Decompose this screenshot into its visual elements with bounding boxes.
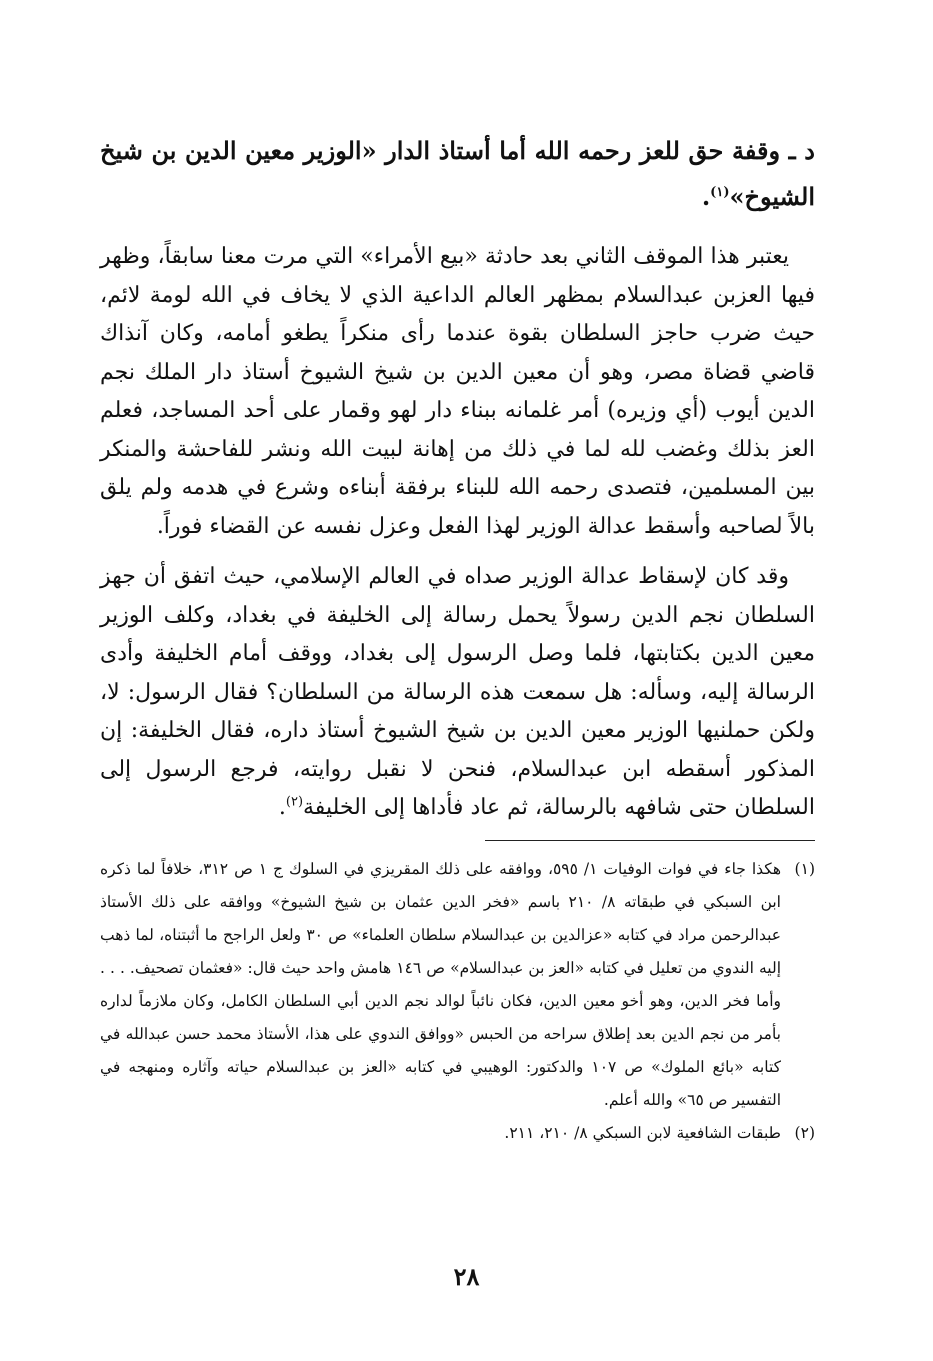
footnote-number: (٢) [794, 1123, 815, 1142]
footnote-1 [100, 853, 815, 1117]
paragraph-text: يعتبر هذا الموقف الثاني بعد حادثة «بيع الأمراء» التي مرت معنا سابقاً، وظهر فيها العزبن عبدالسلام بمظهر العالم الداعية الذي لا يخاف في الله لومة لائم، حيث ضرب حاجز السلطان بقوة عندما رأى منكراً يطغو أمامه، وكان آنذاك قاضي قضاة مصر، وهو أن معين الدين بن شيخ الشيوخ أستاذ دار الملك نجم الدين أيوب (أي وزيره) أمر غلمانه ببناء دار لهو وقمار على أحد المساجد، فعلم العز بذلك وغضب لله لما في ذلك من إهانة لبيت الله ونشر للفاحشة والمنكر بين المسلمين، فتصدى رحمه الله للبناء برفقة أبناءه وشرع في هدمه ولم يلق بالاً لصاحبه وأسقط عدالة الوزير لهذا الفعل وعزل نفسه عن القضاء فوراً. [100, 244, 816, 539]
page-number: ٢٨ [453, 1262, 480, 1291]
footnote-ref-2: (٢) [285, 794, 304, 810]
footnotes [100, 853, 815, 1150]
paragraph-text: وقد كان لإسقاط عدالة الوزير صداه في العالم الإسلامي، حيث اتفق أن جهز السلطان نجم الدين رسولاً يحمل رسالة إلى الخليفة في بغداد، وكلف الوزير معين الدين بكتابتها، فلما وصل الرسول إلى بغداد، ووقف أمام الخليفة وأدى الرسالة إليه، وسأله: هل سمعت هذه الرسالة من السلطان؟ فقال الرسول: لا، ولكن حملنيها الوزير معين الدين بن شيخ الشيوخ أستاذ داره، فقال الخليفة: إن المذكور أسقطه ابن عبدالسلام، فنحن لا نقبل روايته، فرجع الرسول إلى السلطان حتى شافهه بالرسالة، ثم عاد فأداها إلى الخليفة [100, 564, 815, 820]
footnote-text: طبقات الشافعية لابن السبكي ٨/ ٢١٠، ٢١١. [504, 1123, 781, 1142]
heading-end-punctuation: . [701, 182, 711, 211]
footnote-text: هكذا جاء في فوات الوفيات ١/ ٥٩٥، ووافقه على ذلك المقريزي في السلوك ج ١ ص ٣١٢، خلافاً لما ذكره ابن السبكي في طبقاته ٨/ ٢١٠ باسم «فخر الدين عثمان بن شيخ الشيوخ» ووافقه على ذلك الأستاذ عبدالرحمن مراد في كتابه «عزالدين بن عبدالسلام سلطان العلماء» ص ٣٠ ولعل الراجح ما أثبتناه، لما ذهب إليه الندوي من تعليل في كتابه «العز بن عبدالسلام» ص ١٤٦ هامش واحد حيث قال: «فعثمان تصحيف. . . . وأما فخر الدين، وهو أخو معين الدين، فكان نائباً لوالد نجم الدين أبي السلطان الكامل، وكان ملازماً لداره بأمر من نجم الدين بعد إطلاق سراحه من الحبس «ووافق الندوي على هذا، الأستاذ محمد حسن عبدالله في كتابه «بائع الملوك» ص ١٠٧ والدكتور: الوهيبي في كتابه «العز بن عبدالسلام حياته وآثاره ومنهجه في التفسير ص ٦٥» والله أعلم. [100, 859, 782, 1109]
paragraph-2 [100, 558, 815, 828]
section-heading [100, 128, 815, 220]
footnote-number: (١) [794, 859, 815, 878]
paragraph-1 [100, 238, 815, 546]
footnote-divider [485, 840, 815, 841]
heading-text: د ـ وقفة حق للعز رحمه الله أما أستاذ الدار «الوزير معين الدين بن شيخ الشيوخ» [100, 136, 815, 211]
paragraph-end-punctuation: . [278, 795, 286, 820]
footnote-ref-1: (١) [710, 185, 730, 200]
footnote-2 [100, 1117, 815, 1150]
